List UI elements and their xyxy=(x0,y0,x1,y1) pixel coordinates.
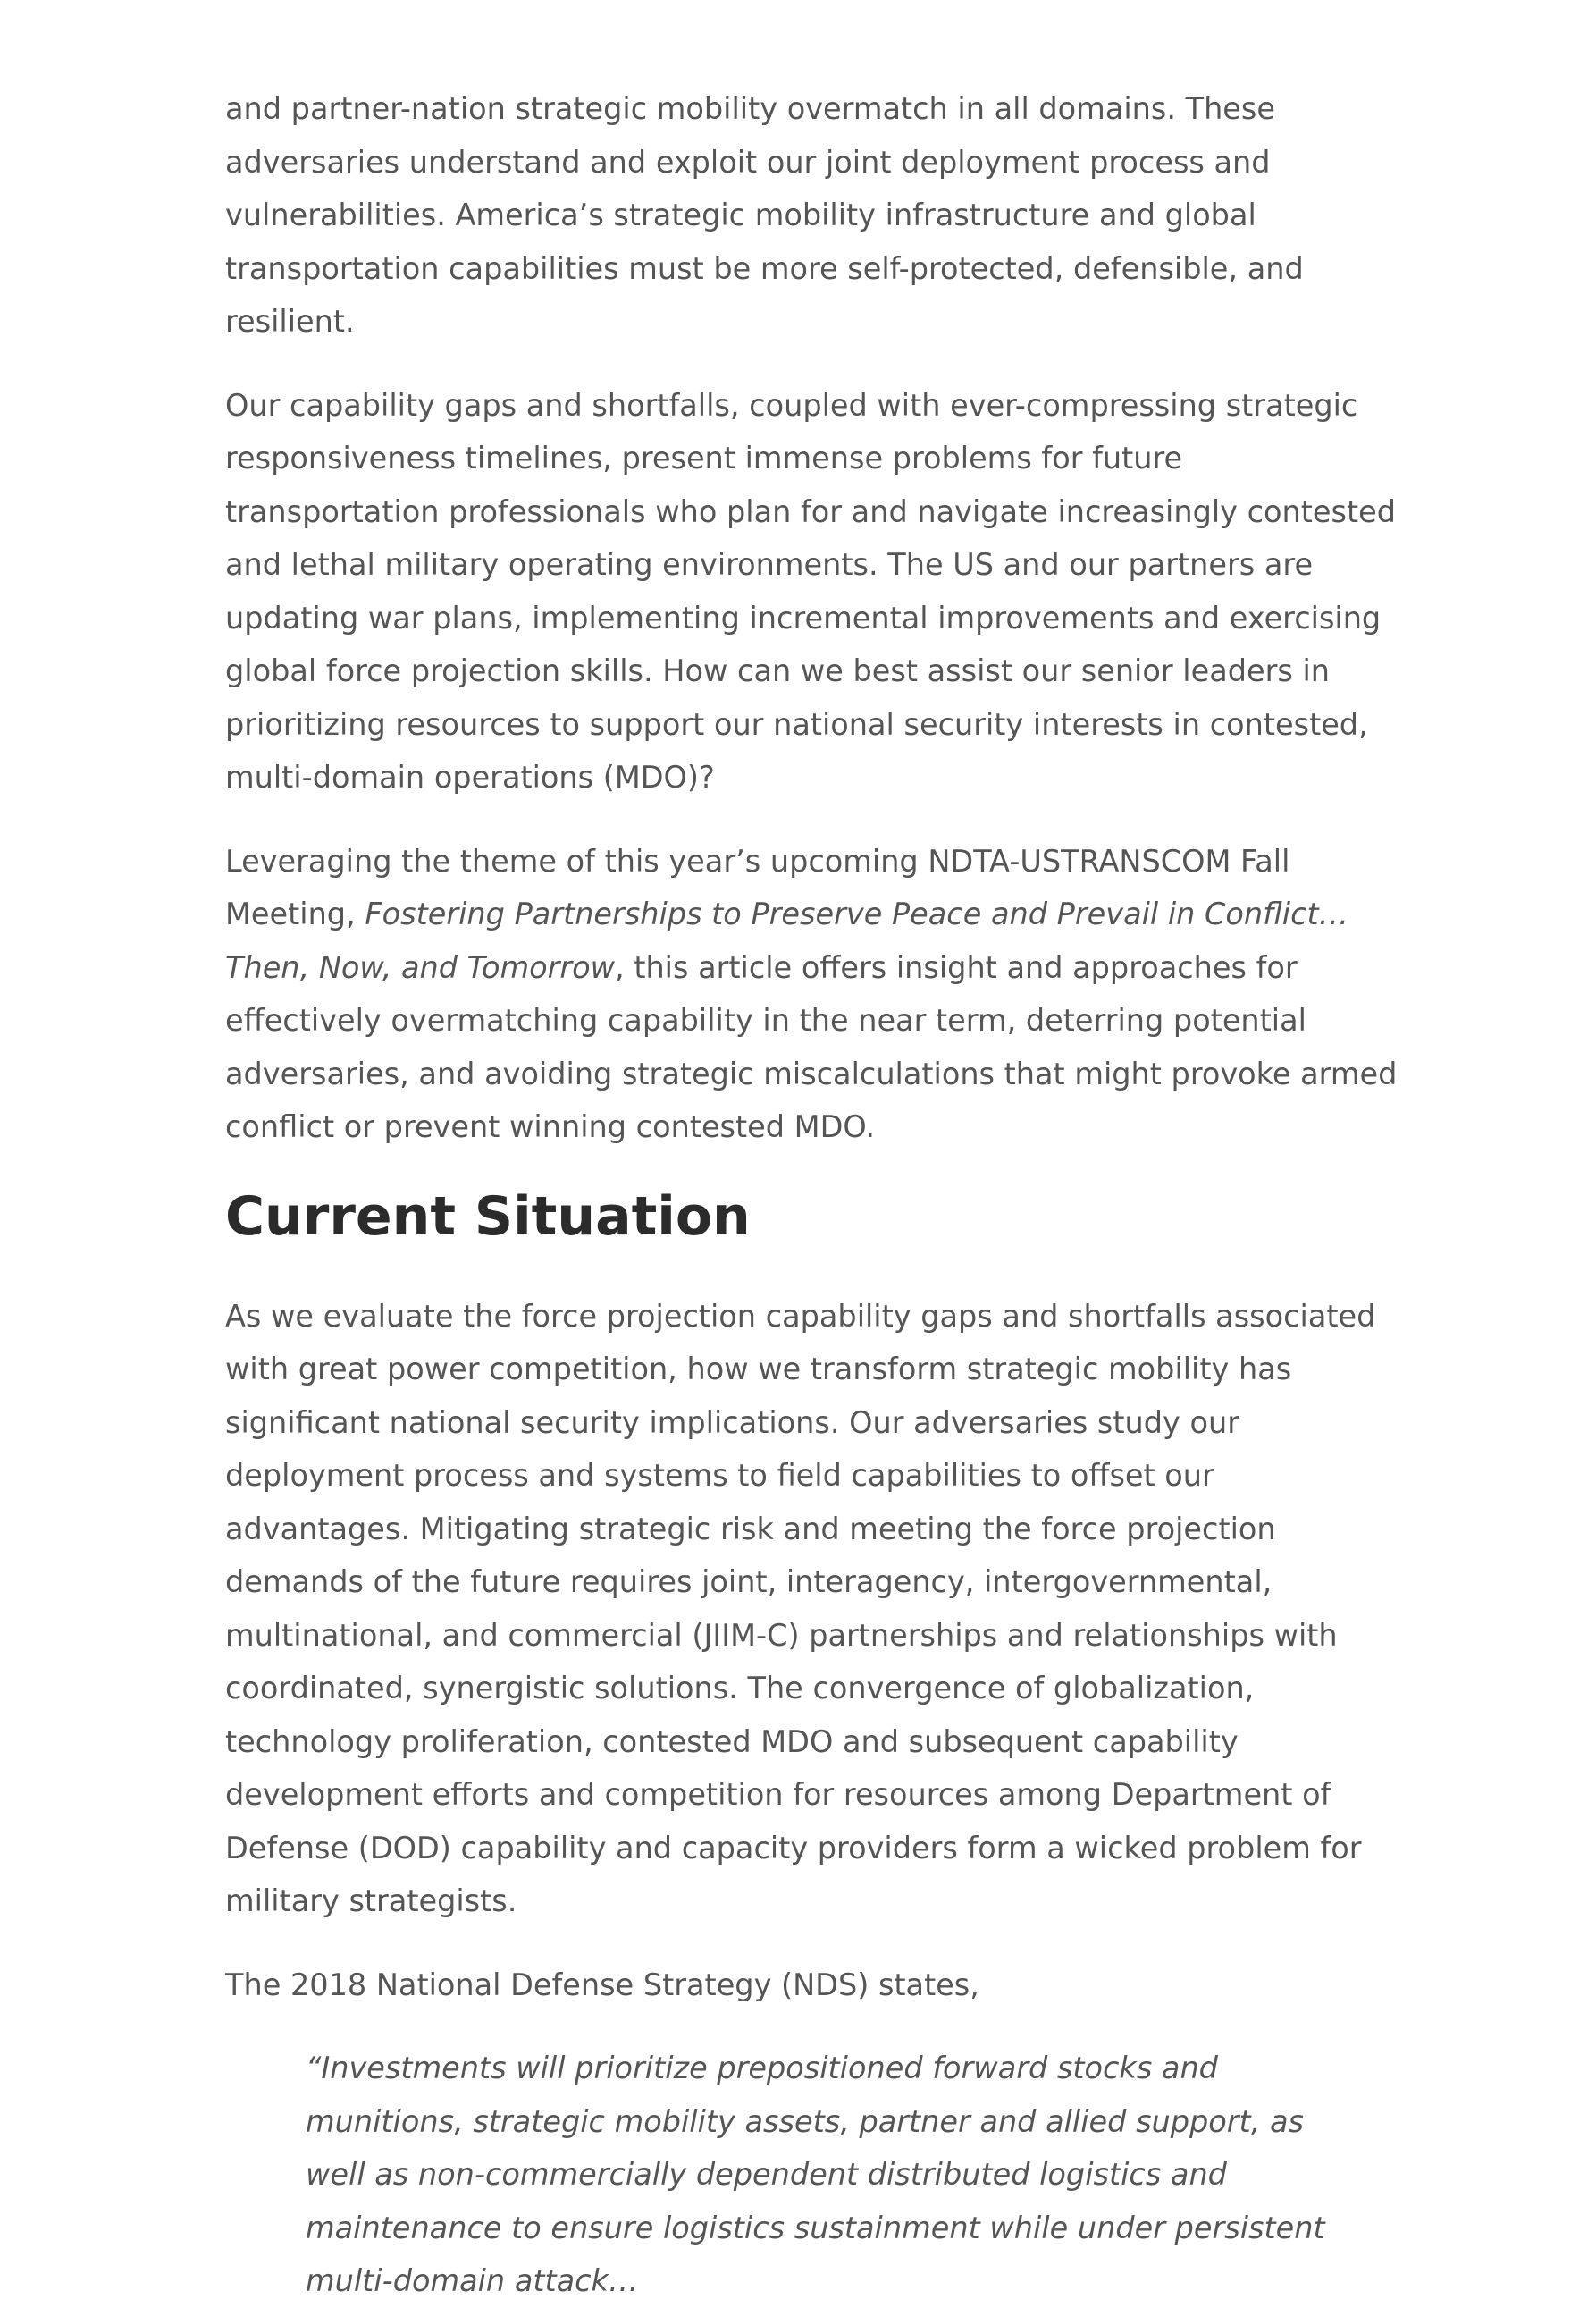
nds-quote: “Investments will prioritize prepositioned forward stocks and munitions, strategic mobility assets, partner and allied support, as well as non-commercially dependent distributed logistics and maintenance to ensure logistics sustainment while under persistent multi-domain attack… xyxy=(306,2051,1325,2298)
theme-paragraph-rest: , this article offers insight and approaches for effectively overmatching capability in the near term, deterring potential adversaries, and avoiding strategic miscalculations that might provoke armed conflict or prevent winning contested MDO. xyxy=(225,949,1398,1144)
article-body xyxy=(225,82,1398,2308)
theme-paragraph-lead: Leveraging the theme of this year’s upcoming NDTA-USTRANSCOM Fall Meeting, xyxy=(225,843,1290,931)
current-situation-paragraph: As we evaluate the force projection capability gaps and shortfalls associated with great power competition, how we transform strategic mobility has significant national security implications. Our adversaries study our deployment process and systems to field capabilities to offset our advantages. Mitigating strategic risk and meeting the force projection demands of the future requires joint, interagency, intergovernmental, multinational, and commercial (JIIM-C) partnerships and relationships with coordinated, synergistic solutions. The convergence of globalization, technology proliferation, contested MDO and subsequent capability development efforts and competition for resources among Department of Defense (DOD) capability and capacity providers form a wicked problem for military strategists. xyxy=(225,1298,1376,1918)
section-heading: Current Situation xyxy=(225,1184,751,1248)
capability-gaps-paragraph: Our capability gaps and shortfalls, coupled with ever-compressing strategic responsiveness timelines, present immense problems for future transportation professionals who plan for and navigate increasingly contested and lethal military operating environments. The US and our partners are updating war plans, implementing incremental improvements and exercising global force projection skills. How can we best assist our senior leaders in prioritizing resources to support our national security interests in contested, multi-domain operations (MDO)? xyxy=(225,387,1396,795)
intro-paragraph: and partner-nation strategic mobility overmatch in all domains. These adversaries understand and exploit our joint deployment process and vulnerabilities. America’s strategic mobility infrastructure and global transportation capabilities must be more self-protected, defensible, and resilient. xyxy=(225,91,1304,339)
meeting-theme-title: Fostering Partnerships to Preserve Peace and Prevail in Conflict…Then, Now, and Tomorrow xyxy=(225,897,1349,985)
nds-intro-paragraph: The 2018 National Defense Strategy (NDS) states, xyxy=(225,1967,979,2002)
theme-paragraph xyxy=(225,835,1398,1154)
